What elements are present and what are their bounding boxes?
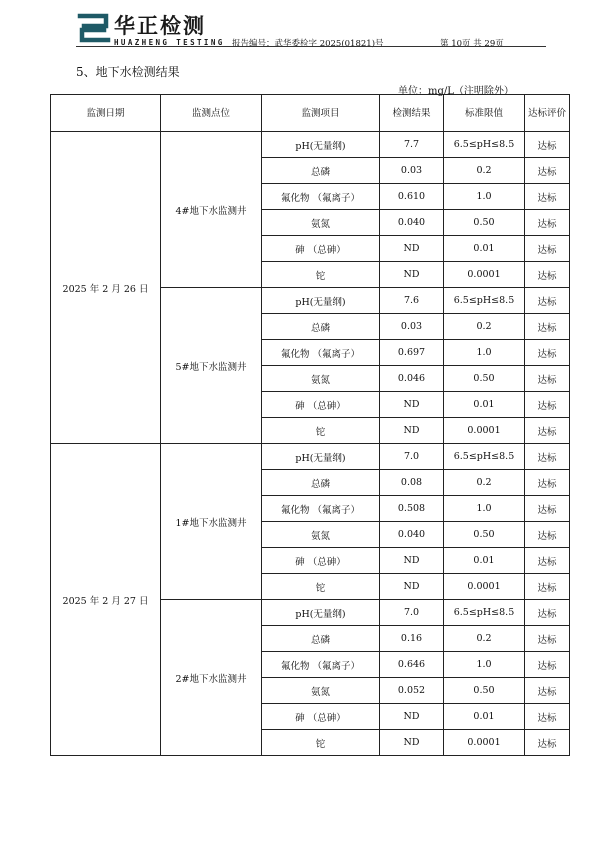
result-cell: 7.0 (380, 444, 444, 470)
brand-name-en: HUAZHENG TESTING (114, 38, 225, 47)
limit-cell: 6.5≤pH≤8.5 (444, 132, 525, 158)
monitoring-item-cell: 氟化物 （氟离子） (262, 496, 380, 522)
evaluation-cell: 达标 (525, 444, 570, 470)
monitoring-item-cell: pH(无量纲) (262, 444, 380, 470)
evaluation-cell: 达标 (525, 626, 570, 652)
monitoring-item-cell: 总磷 (262, 158, 380, 184)
result-cell: 0.646 (380, 652, 444, 678)
limit-cell: 0.2 (444, 626, 525, 652)
evaluation-cell: 达标 (525, 574, 570, 600)
limit-cell: 0.0001 (444, 574, 525, 600)
col-header-item: 监测项目 (262, 95, 380, 132)
monitoring-item-cell: 砷 （总砷） (262, 392, 380, 418)
monitoring-date-cell: 2025 年 2 月 27 日 (51, 444, 161, 756)
limit-cell: 6.5≤pH≤8.5 (444, 444, 525, 470)
evaluation-cell: 达标 (525, 314, 570, 340)
monitoring-item-cell: 氟化物 （氟离子） (262, 184, 380, 210)
result-cell: 7.7 (380, 132, 444, 158)
result-cell: ND (380, 704, 444, 730)
limit-cell: 6.5≤pH≤8.5 (444, 288, 525, 314)
monitoring-item-cell: 铊 (262, 574, 380, 600)
monitoring-item-cell: 铊 (262, 262, 380, 288)
result-cell: ND (380, 262, 444, 288)
limit-cell: 0.0001 (444, 418, 525, 444)
evaluation-cell: 达标 (525, 288, 570, 314)
result-cell: 0.052 (380, 678, 444, 704)
unit-note: 单位：mg/L（注明除外） (398, 86, 514, 97)
monitoring-date-cell: 2025 年 2 月 26 日 (51, 132, 161, 444)
monitoring-item-cell: 氨氮 (262, 366, 380, 392)
huazheng-logo-icon (76, 12, 112, 44)
evaluation-cell: 达标 (525, 262, 570, 288)
monitoring-site-cell: 1#地下水监测井 (161, 444, 262, 600)
monitoring-item-cell: 砷 （总砷） (262, 704, 380, 730)
evaluation-cell: 达标 (525, 704, 570, 730)
result-cell: ND (380, 548, 444, 574)
result-cell: 0.046 (380, 366, 444, 392)
result-cell: ND (380, 392, 444, 418)
limit-cell: 1.0 (444, 184, 525, 210)
limit-cell: 0.0001 (444, 262, 525, 288)
page-number: 第 10页 共 29页 (440, 39, 504, 49)
col-header-result: 检测结果 (380, 95, 444, 132)
monitoring-item-cell: pH(无量纲) (262, 288, 380, 314)
section-title: 5、地下水检测结果 (76, 65, 180, 79)
evaluation-cell: 达标 (525, 548, 570, 574)
evaluation-cell: 达标 (525, 678, 570, 704)
evaluation-cell: 达标 (525, 132, 570, 158)
result-cell: 0.697 (380, 340, 444, 366)
monitoring-item-cell: 总磷 (262, 314, 380, 340)
limit-cell: 0.50 (444, 522, 525, 548)
result-cell: 0.16 (380, 626, 444, 652)
result-cell: 0.508 (380, 496, 444, 522)
evaluation-cell: 达标 (525, 210, 570, 236)
monitoring-site-cell: 5#地下水监测井 (161, 288, 262, 444)
evaluation-cell: 达标 (525, 470, 570, 496)
result-cell: ND (380, 574, 444, 600)
monitoring-item-cell: 砷 （总砷） (262, 236, 380, 262)
monitoring-site-cell: 2#地下水监测井 (161, 600, 262, 756)
groundwater-results-table (50, 94, 570, 756)
table-row (51, 132, 570, 158)
result-cell: 0.040 (380, 522, 444, 548)
limit-cell: 1.0 (444, 652, 525, 678)
monitoring-item-cell: 氨氮 (262, 678, 380, 704)
evaluation-cell: 达标 (525, 730, 570, 756)
header-divider (76, 46, 546, 47)
monitoring-item-cell: 氟化物 （氟离子） (262, 652, 380, 678)
result-cell: 0.08 (380, 470, 444, 496)
col-header-limit: 标准限值 (444, 95, 525, 132)
evaluation-cell: 达标 (525, 418, 570, 444)
result-cell: 0.610 (380, 184, 444, 210)
limit-cell: 1.0 (444, 340, 525, 366)
evaluation-cell: 达标 (525, 496, 570, 522)
evaluation-cell: 达标 (525, 158, 570, 184)
result-cell: 0.03 (380, 158, 444, 184)
monitoring-item-cell: 氨氮 (262, 210, 380, 236)
evaluation-cell: 达标 (525, 236, 570, 262)
monitoring-item-cell: 砷 （总砷） (262, 548, 380, 574)
evaluation-cell: 达标 (525, 522, 570, 548)
evaluation-cell: 达标 (525, 366, 570, 392)
limit-cell: 0.50 (444, 366, 525, 392)
monitoring-item-cell: 铊 (262, 418, 380, 444)
limit-cell: 0.2 (444, 158, 525, 184)
limit-cell: 0.01 (444, 548, 525, 574)
monitoring-item-cell: 总磷 (262, 626, 380, 652)
monitoring-item-cell: 铊 (262, 730, 380, 756)
table-body (51, 132, 570, 756)
monitoring-item-cell: pH(无量纲) (262, 600, 380, 626)
table-header-row (51, 95, 570, 132)
result-cell: 0.03 (380, 314, 444, 340)
monitoring-item-cell: 氨氮 (262, 522, 380, 548)
col-header-date: 监测日期 (51, 95, 161, 132)
result-cell: 7.6 (380, 288, 444, 314)
evaluation-cell: 达标 (525, 184, 570, 210)
limit-cell: 1.0 (444, 496, 525, 522)
limit-cell: 0.50 (444, 678, 525, 704)
col-header-site: 监测点位 (161, 95, 262, 132)
limit-cell: 0.2 (444, 470, 525, 496)
monitoring-item-cell: 总磷 (262, 470, 380, 496)
result-cell: ND (380, 236, 444, 262)
result-cell: ND (380, 418, 444, 444)
page-header (76, 12, 546, 48)
report-number: 报告编号：武华委检字 2025(01821)号 (232, 39, 384, 49)
evaluation-cell: 达标 (525, 392, 570, 418)
limit-cell: 0.2 (444, 314, 525, 340)
col-header-evaluation: 达标评价 (525, 95, 570, 132)
limit-cell: 0.01 (444, 704, 525, 730)
evaluation-cell: 达标 (525, 600, 570, 626)
result-cell: 7.0 (380, 600, 444, 626)
limit-cell: 0.01 (444, 236, 525, 262)
monitoring-item-cell: 氟化物 （氟离子） (262, 340, 380, 366)
limit-cell: 0.01 (444, 392, 525, 418)
evaluation-cell: 达标 (525, 652, 570, 678)
monitoring-item-cell: pH(无量纲) (262, 132, 380, 158)
limit-cell: 0.0001 (444, 730, 525, 756)
table-row (51, 444, 570, 470)
result-cell: 0.040 (380, 210, 444, 236)
monitoring-site-cell: 4#地下水监测井 (161, 132, 262, 288)
evaluation-cell: 达标 (525, 340, 570, 366)
result-cell: ND (380, 730, 444, 756)
brand-name-cn: 华正检测 (114, 14, 206, 38)
limit-cell: 6.5≤pH≤8.5 (444, 600, 525, 626)
limit-cell: 0.50 (444, 210, 525, 236)
